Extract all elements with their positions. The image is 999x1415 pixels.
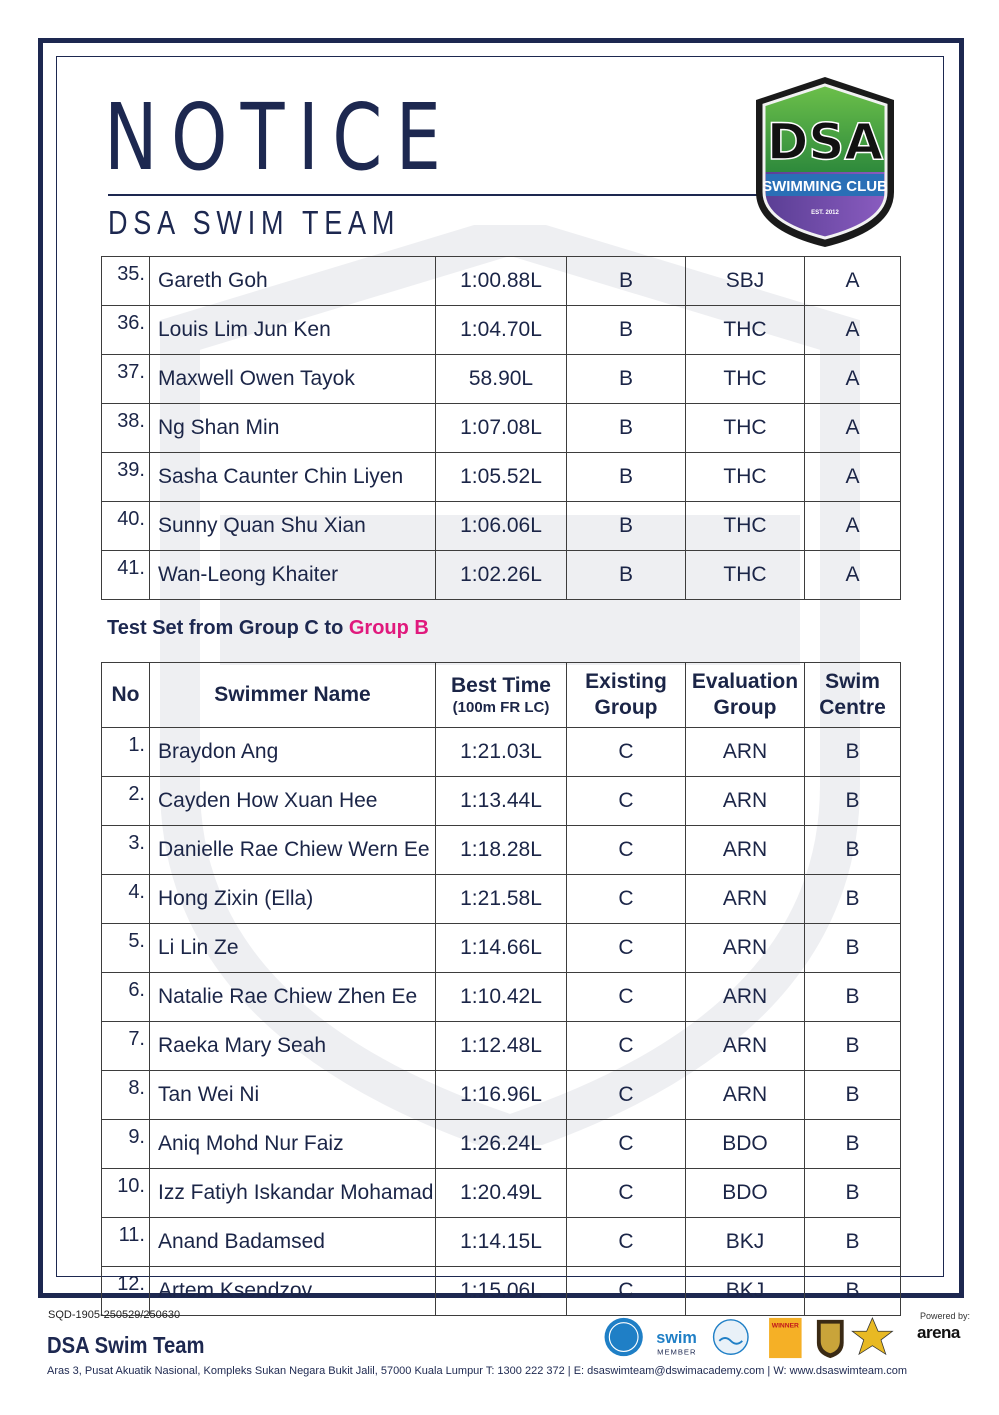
swim-centre-cell: A (805, 502, 901, 551)
best-time-cell: 1:15.06L (436, 1267, 567, 1316)
swimmer-name-cell: Braydon Ang (150, 728, 436, 777)
header-evaluation-2: Group (713, 696, 777, 719)
existing-group-cell: B (567, 306, 686, 355)
best-time-cell: 1:02.26L (436, 551, 567, 600)
table-row (102, 502, 901, 551)
row-number-cell: 9. (102, 1120, 150, 1169)
evaluation-group-cell: BDO (686, 1169, 805, 1218)
logo-banner-text: SWIMMING CLUB (762, 178, 888, 195)
row-number-cell: 35. (102, 257, 150, 306)
best-time-cell: 1:14.66L (436, 924, 567, 973)
footer-contact-line: Aras 3, Pusat Akuatik Nasional, Kompleks Sukan Negara Bukit Jalil, 57000 Kuala Lumpur T: 1300 222 372 | E: dsaswimteam@dswimacademy.com | W: www.dsaswimteam.com (47, 1365, 907, 1377)
table-row (102, 924, 901, 973)
existing-group-cell: C (567, 1267, 686, 1316)
document-code: SQD-1905-250529/250630 (48, 1309, 181, 1321)
existing-group-cell: C (567, 1169, 686, 1218)
row-number-cell: 4. (102, 875, 150, 924)
header-best-time-sub: (100m FR LC) (452, 698, 550, 716)
header-divider (108, 194, 763, 196)
table-row (102, 1218, 901, 1267)
team-subtitle: DSA SWIM TEAM (108, 204, 401, 241)
evaluation-group-cell: SBJ (686, 257, 805, 306)
evaluation-group-cell: THC (686, 551, 805, 600)
existing-group-cell: B (567, 355, 686, 404)
swim-centre-cell: B (805, 924, 901, 973)
swimmer-name-cell: Danielle Rae Chiew Wern Ee (150, 826, 436, 875)
table-row (102, 728, 901, 777)
swimmer-name-cell: Wan-Leong Khaiter (150, 551, 436, 600)
best-time-cell: 1:07.08L (436, 404, 567, 453)
best-time-cell: 1:13.44L (436, 777, 567, 826)
table-row (102, 453, 901, 502)
swim-centre-cell: A (805, 355, 901, 404)
accreditation-badges (596, 1316, 901, 1360)
row-number-cell: 7. (102, 1022, 150, 1071)
badge-swim-text: swim (656, 1328, 697, 1347)
existing-group-cell: C (567, 1120, 686, 1169)
swim-centre-cell: B (805, 1120, 901, 1169)
notice-title: NOTICE (104, 84, 455, 191)
evaluation-group-cell: ARN (686, 826, 805, 875)
continued-roster-table (101, 256, 901, 600)
swimmer-name-cell: Artem Ksendzov (150, 1267, 436, 1316)
swimmer-name-cell: Louis Lim Jun Ken (150, 306, 436, 355)
swimmer-name-cell: Sasha Caunter Chin Liyen (150, 453, 436, 502)
best-time-cell: 1:00.88L (436, 257, 567, 306)
existing-group-cell: C (567, 826, 686, 875)
best-time-cell: 58.90L (436, 355, 567, 404)
row-number-cell: 38. (102, 404, 150, 453)
existing-group-cell: C (567, 924, 686, 973)
evaluation-group-cell: ARN (686, 728, 805, 777)
existing-group-cell: C (567, 1022, 686, 1071)
evaluation-group-cell: THC (686, 453, 805, 502)
table-row (102, 777, 901, 826)
badge-member-text: MEMBER (657, 1347, 697, 1357)
table-row (102, 404, 901, 453)
evaluation-group-cell: ARN (686, 777, 805, 826)
best-time-cell: 1:04.70L (436, 306, 567, 355)
swim-centre-cell: B (805, 1169, 901, 1218)
swimmer-name-cell: Anand Badamsed (150, 1218, 436, 1267)
swim-centre-cell: B (805, 1022, 901, 1071)
existing-group-cell: C (567, 728, 686, 777)
existing-group-cell: B (567, 404, 686, 453)
swim-centre-cell: B (805, 1071, 901, 1120)
existing-group-cell: B (567, 551, 686, 600)
evaluation-group-cell: THC (686, 404, 805, 453)
group-c-to-b-table (101, 662, 901, 1316)
swimmer-name-cell: Gareth Goh (150, 257, 436, 306)
best-time-cell: 1:18.28L (436, 826, 567, 875)
table-row (102, 355, 901, 404)
evaluation-group-cell: ARN (686, 924, 805, 973)
academy-award-shield-icon (817, 1320, 844, 1358)
arena-sponsor-logo: arena (917, 1323, 960, 1342)
best-time-cell: 1:12.48L (436, 1022, 567, 1071)
swimmer-name-cell: Maxwell Owen Tayok (150, 355, 436, 404)
best-time-cell: 1:21.58L (436, 875, 567, 924)
header-swimmer-name: Swimmer Name (150, 663, 436, 728)
existing-group-cell: B (567, 453, 686, 502)
table-row (102, 1071, 901, 1120)
existing-group-cell: B (567, 257, 686, 306)
existing-group-cell: C (567, 973, 686, 1022)
table-row (102, 973, 901, 1022)
section-heading-accent: Group B (348, 617, 429, 639)
best-time-cell: 1:06.06L (436, 502, 567, 551)
row-number-cell: 37. (102, 355, 150, 404)
row-number-cell: 36. (102, 306, 150, 355)
evaluation-group-cell: BDO (686, 1120, 805, 1169)
swimmer-name-cell: Cayden How Xuan Hee (150, 777, 436, 826)
row-number-cell: 1. (102, 728, 150, 777)
section-heading-prefix: Test Set from Group C to (107, 617, 349, 639)
swim-centre-cell: A (805, 453, 901, 502)
existing-group-cell: C (567, 875, 686, 924)
existing-group-cell: C (567, 1218, 686, 1267)
table-header-row (102, 663, 901, 728)
evaluation-group-cell: ARN (686, 1022, 805, 1071)
table-row (102, 1169, 901, 1218)
row-number-cell: 8. (102, 1071, 150, 1120)
row-number-cell: 41. (102, 551, 150, 600)
header-evaluation-group (686, 663, 805, 728)
best-time-cell: 1:26.24L (436, 1120, 567, 1169)
header-existing-group (567, 663, 686, 728)
table-row (102, 875, 901, 924)
evaluation-group-cell: THC (686, 306, 805, 355)
row-number-cell: 11. (102, 1218, 150, 1267)
best-time-cell: 1:21.03L (436, 728, 567, 777)
swim-centre-cell: B (805, 973, 901, 1022)
header-no: No (102, 663, 150, 728)
row-number-cell: 5. (102, 924, 150, 973)
swim-centre-cell: B (805, 1267, 901, 1316)
australian-swim-member-badge (656, 1329, 697, 1356)
header-centre-1: Swim (825, 669, 880, 693)
best-time-cell: 1:10.42L (436, 973, 567, 1022)
swimmer-name-cell: Raeka Mary Seah (150, 1022, 436, 1071)
swim-centre-cell: A (805, 306, 901, 355)
table-row (102, 257, 901, 306)
swim-centre-cell: A (805, 551, 901, 600)
swimmer-name-cell: Aniq Mohd Nur Faiz (150, 1120, 436, 1169)
footer-org-name: DSA Swim Team (47, 1332, 205, 1358)
recognised-centre-badge-icon (605, 1318, 643, 1356)
header-centre-2: Centre (819, 696, 886, 719)
swimmer-name-cell: Natalie Rae Chiew Zhen Ee (150, 973, 436, 1022)
evaluation-group-cell: ARN (686, 973, 805, 1022)
section-heading (107, 617, 429, 640)
table-row (102, 1022, 901, 1071)
row-number-cell: 40. (102, 502, 150, 551)
swimmer-name-cell: Hong Zixin (Ella) (150, 875, 436, 924)
table-row (102, 551, 901, 600)
row-number-cell: 3. (102, 826, 150, 875)
table-row (102, 1120, 901, 1169)
existing-group-cell: C (567, 1071, 686, 1120)
badge-winner-text: WINNER (771, 1322, 799, 1330)
existing-group-cell: B (567, 502, 686, 551)
swimmer-name-cell: Li Lin Ze (150, 924, 436, 973)
baby-award-star-icon (852, 1318, 892, 1354)
table-row (102, 826, 901, 875)
header-existing-2: Group (594, 696, 658, 719)
powered-by-label: Powered by: (920, 1311, 971, 1321)
table-row (102, 306, 901, 355)
existing-group-cell: C (567, 777, 686, 826)
swim-centre-cell: B (805, 777, 901, 826)
evaluation-group-cell: THC (686, 502, 805, 551)
row-number-cell: 2. (102, 777, 150, 826)
swim-centre-cell: B (805, 1218, 901, 1267)
swimmer-name-cell: Sunny Quan Shu Xian (150, 502, 436, 551)
swimmer-name-cell: Tan Wei Ni (150, 1071, 436, 1120)
row-number-cell: 6. (102, 973, 150, 1022)
evaluation-group-cell: BKJ (686, 1218, 805, 1267)
evaluation-group-cell: ARN (686, 875, 805, 924)
row-number-cell: 12. (102, 1267, 150, 1316)
table-row (102, 1267, 901, 1316)
swim-centre-cell: B (805, 875, 901, 924)
header-existing-1: Existing (585, 669, 667, 693)
evaluation-group-cell: ARN (686, 1071, 805, 1120)
evaluation-group-cell: BKJ (686, 1267, 805, 1316)
header-evaluation-1: Evaluation (691, 669, 799, 693)
logo-main-text: DSA (766, 113, 884, 171)
swim-centre-cell: A (805, 257, 901, 306)
winner-award-badge (769, 1318, 802, 1358)
header-swim-centre (805, 663, 901, 728)
header-best-time-label: Best Time (451, 673, 551, 697)
swim-centre-cell: A (805, 404, 901, 453)
row-number-cell: 39. (102, 453, 150, 502)
row-number-cell: 10. (102, 1169, 150, 1218)
swimmer-name-cell: Izz Fatiyh Iskandar Mohamad (150, 1169, 436, 1218)
evaluation-group-cell: THC (686, 355, 805, 404)
safety-certified-badge-icon (714, 1320, 748, 1354)
best-time-cell: 1:16.96L (436, 1071, 567, 1120)
swim-centre-cell: B (805, 728, 901, 777)
logo-est-text: EST. 2012 (811, 210, 839, 216)
best-time-cell: 1:20.49L (436, 1169, 567, 1218)
swimmer-name-cell: Ng Shan Min (150, 404, 436, 453)
dsa-logo (752, 74, 898, 250)
swim-centre-cell: B (805, 826, 901, 875)
best-time-cell: 1:14.15L (436, 1218, 567, 1267)
header-best-time (436, 663, 567, 728)
best-time-cell: 1:05.52L (436, 453, 567, 502)
